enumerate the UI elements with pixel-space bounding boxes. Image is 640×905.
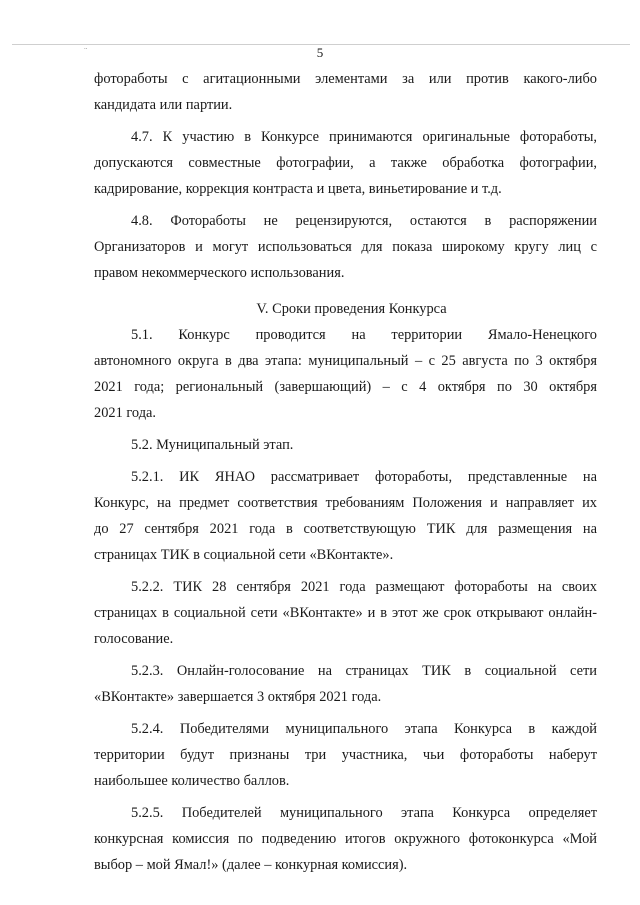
text-line: 5.1. Конкурс проводится на территории Ямало-Ненецкого bbox=[131, 327, 597, 343]
text-line: Организаторов и могут использоваться для показа широкому кругу лиц с bbox=[94, 239, 597, 255]
text-line: допускаются совместные фотографии, а также обработка фотографии, bbox=[94, 155, 597, 171]
text-line: 5.2.5. Победителей муниципального этапа Конкурса определяет bbox=[131, 805, 597, 821]
text-line: 5.2.2. ТИК 28 сентября 2021 года размещают фотоработы на своих bbox=[131, 579, 597, 595]
text-line: 5.2.4. Победителями муниципального этапа Конкурса в каждой bbox=[131, 721, 597, 737]
text-line: 5.2. Муниципальный этап. bbox=[131, 437, 294, 453]
text-line: кандидата или партии. bbox=[94, 97, 233, 113]
text-line: 2021 года; региональный (завершающий) – с 4 октября по 30 октября bbox=[94, 379, 597, 395]
text-line: «ВКонтакте» завершается 3 октября 2021 года. bbox=[94, 689, 382, 705]
page-number: 5 bbox=[316, 45, 324, 60]
text-line: правом некоммерческого использования. bbox=[94, 265, 345, 281]
text-line: автономного округа в два этапа: муниципальный – с 25 августа по 3 октября bbox=[94, 353, 597, 369]
text-line: 2021 года. bbox=[94, 405, 157, 421]
text-line: до 27 сентября 2021 года в соответствующую ТИК для размещения на bbox=[94, 521, 597, 537]
text-line: Конкурс, на предмет соответствия требованиям Положения и направляет их bbox=[94, 495, 597, 511]
text-line: территории будут признаны три участника, чьи фотоработы наберут bbox=[94, 747, 597, 763]
text-line: фотоработы с агитационными элементами за или против какого-либо bbox=[94, 71, 597, 87]
scan-mark: .. bbox=[84, 43, 88, 51]
text-line: 4.7. К участию в Конкурсе принимаются оригинальные фотоработы, bbox=[131, 129, 597, 145]
text-line: выбор – мой Ямал!» (далее – конкурная комиссия). bbox=[94, 857, 408, 873]
text-line: страницах ТИК в социальной сети «ВКонтакте». bbox=[94, 547, 394, 563]
text-line: конкурсная комиссия по подведению итогов окружного фотоконкурса «Мой bbox=[94, 831, 597, 847]
text-line: 5.2.3. Онлайн-голосование на страницах ТИК в социальной сети bbox=[131, 663, 597, 679]
text-line: страницах в социальной сети «ВКонтакте» и в этот же срок открывают онлайн- bbox=[94, 605, 597, 621]
text-line: 5.2.1. ИК ЯНАО рассматривает фотоработы, представленные на bbox=[131, 469, 597, 485]
text-line: 4.8. Фотоработы не рецензируются, остаются в распоряжении bbox=[131, 213, 597, 229]
text-line: наибольшее количество баллов. bbox=[94, 773, 290, 789]
text-line: голосование. bbox=[94, 631, 174, 647]
paragraphs-section-4 bbox=[94, 66, 597, 286]
text-line: кадрирование, коррекция контраста и цвета, виньетирование и т.д. bbox=[94, 181, 502, 197]
paragraphs-section-5 bbox=[94, 322, 597, 878]
document-body bbox=[94, 66, 597, 878]
section-heading: V. Сроки проведения Конкурса bbox=[256, 301, 447, 317]
